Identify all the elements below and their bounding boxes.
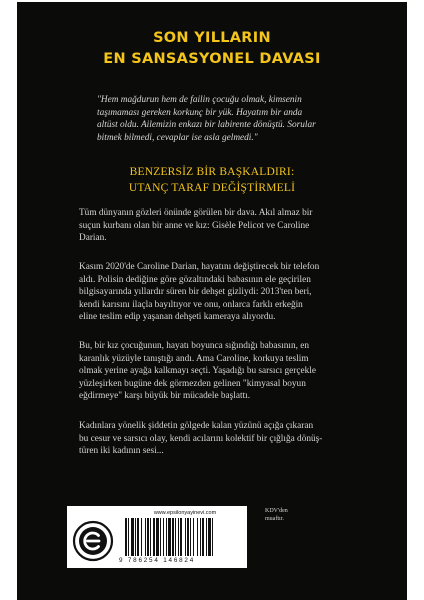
barcode-bar	[193, 518, 194, 556]
barcode-bar	[125, 518, 127, 556]
barcode-bar	[208, 518, 211, 556]
paragraph-line: kendi karısını ilaçla bayıltıyor ve onu, onlarca farklı erkeğin	[79, 299, 303, 310]
barcode-bar	[141, 518, 142, 556]
subheading-line-2: UTANÇ TARAF DEĞİŞTİRMELİ	[128, 182, 296, 194]
epsilon-logo-icon	[72, 520, 114, 562]
headline-line-2: EN SANSASYONEL DAVASI	[103, 51, 321, 67]
paragraph-2	[79, 261, 351, 324]
barcode-bar	[178, 518, 179, 556]
tax-note-line: KDV'den	[265, 508, 288, 514]
barcode-bar	[153, 518, 155, 556]
subheading	[17, 164, 407, 196]
headline	[17, 28, 407, 70]
tax-note-line: muaftır.	[265, 516, 284, 522]
barcode-bar	[160, 518, 161, 556]
paragraph-1	[79, 207, 351, 245]
paragraph-line: olmak yerine ayağa kalkmayı seçti. Yaşadığı bu sarsıcı gerçekle	[79, 366, 316, 377]
paragraph-line: aldı. Polisin dediğine göre gözaltındaki babasının ele geçirilen	[79, 274, 311, 285]
paragraph-line: Tüm dünyanın gözleri önünde görülen bir dava. Akıl almaz bir	[79, 208, 313, 218]
barcode-bar	[150, 518, 151, 556]
barcode-bar	[190, 518, 191, 556]
headline-line-1: SON YILLARIN	[153, 30, 271, 46]
publisher-url: www.epsilonyayinevi.com	[153, 510, 217, 516]
barcode-bar	[166, 518, 167, 556]
book-back-cover	[17, 2, 407, 600]
tax-note	[265, 507, 305, 523]
barcode-bar	[156, 518, 159, 556]
barcode-bar	[163, 518, 164, 556]
barcode-bar	[175, 518, 176, 556]
paragraph-line: bilgisayarında yıllardır süren bir dehşet gizliydi: 2013'ten beri,	[79, 287, 312, 298]
barcode-bar	[206, 518, 207, 556]
barcode-bar	[187, 518, 189, 556]
barcode-bar	[147, 518, 149, 556]
paragraph-line: yüzleşirken bugüne dek görmezden gelinen "kimyasal boyun	[79, 378, 306, 389]
paragraph-line: Bu, bir kız çocuğunun, hayatı boyunca sığındığı babasının, en	[79, 341, 310, 351]
quote-line: bitmek bilmedi, cevaplar ise asla gelmedi."	[97, 132, 258, 143]
isbn-number: 9 786254 146824	[119, 557, 196, 564]
paragraph-line: Kadınlara yönelik şiddetin gölgede kalan yüzünü açığa çıkaran	[79, 421, 314, 431]
subheading-line-1: BENZERSİZ BİR BAŞKALDIRI:	[129, 166, 295, 178]
quote-line: taşımaması gereken korkunç bir yük. Hayatım bir anda	[97, 107, 303, 118]
quote-line: altüst oldu. Ailemizin enkazı bir labirente dönüştü. Sorular	[97, 120, 316, 131]
barcode-bar	[212, 518, 213, 556]
paragraph-line: karanlık yüzüyle tanıştığı andı. Ama Caroline, korkuya teslim	[79, 353, 309, 364]
paragraph-line: eğdirmeye" karşı büyük bir mücadele başlattı.	[79, 391, 251, 402]
barcode-bar	[202, 518, 204, 556]
barcode-bar	[128, 518, 129, 556]
barcode-bar	[172, 518, 174, 556]
barcode-bar	[135, 518, 136, 556]
barcode-area	[67, 506, 247, 568]
barcode	[125, 518, 243, 556]
barcode-bar	[137, 518, 139, 556]
barcode-bar	[145, 518, 146, 556]
paragraph-4	[79, 420, 351, 458]
barcode-bar	[180, 518, 182, 556]
barcode-bar	[185, 518, 186, 556]
paragraph-line: Darian.	[79, 233, 107, 244]
paragraph-3	[79, 340, 351, 403]
paragraph-line: bu cesur ve sarsıcı olay, kendi acılarını kolektif bir çığlığa dönüş-	[79, 433, 323, 444]
barcode-bar	[197, 518, 198, 556]
paragraph-line: türen iki kadının sesi...	[79, 446, 164, 457]
paragraph-line: Kasım 2020'de Caroline Darian, hayatını değiştirecek bir telefon	[79, 262, 320, 272]
barcode-bar	[131, 518, 134, 556]
barcode-bar	[200, 518, 201, 556]
barcode-bar	[168, 518, 171, 556]
quote-line: "Hem mağdurun hem de failin çocuğu olmak, kimsenin	[97, 95, 302, 105]
paragraph-line: eline teslim edip yaşanan dehşeti kameraya alıyordu.	[79, 312, 276, 323]
quote	[97, 94, 327, 144]
paragraph-line: suçun kurbanı olan bir anne ve kız: Gisèle Pelicot ve Caroline	[79, 220, 310, 231]
